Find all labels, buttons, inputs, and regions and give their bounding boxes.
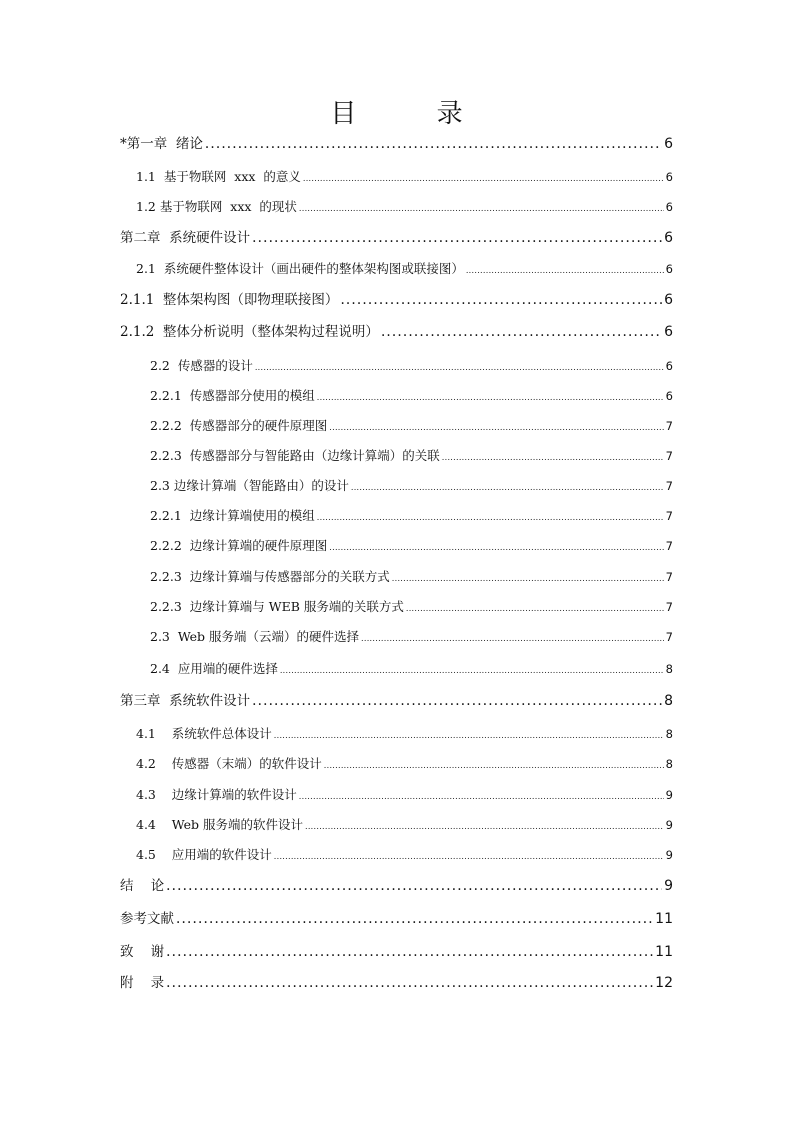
- toc-leader-dots: [351, 483, 664, 492]
- toc-entry-page: 8: [664, 693, 673, 709]
- toc-entry-title: 2.1.1 整体架构图（即物理联接图）: [120, 292, 339, 308]
- toc-entry-page: 12: [655, 975, 673, 991]
- toc-entry-page: 7: [665, 600, 673, 614]
- toc-entry[interactable]: [120, 874, 673, 898]
- toc-entry-title: 4.2 传感器（末端）的软件设计: [136, 756, 322, 771]
- toc-entry[interactable]: [120, 288, 673, 312]
- toc-leader-dots: [442, 453, 664, 462]
- toc-entry[interactable]: [150, 506, 673, 530]
- toc-entry-title: 2.2.3 边缘计算端与传感器部分的关联方式: [150, 569, 390, 584]
- toc-leader-dots: [205, 136, 662, 152]
- toc-leader-dots: [305, 822, 664, 831]
- toc-entry[interactable]: [120, 940, 673, 964]
- toc-entry-page: 6: [664, 324, 673, 340]
- toc-leader-dots: [274, 852, 664, 861]
- toc-entry[interactable]: [136, 724, 673, 748]
- toc-entry-page: 8: [665, 757, 673, 771]
- toc-entry[interactable]: [150, 659, 673, 683]
- toc-leader-dots: [255, 363, 664, 372]
- toc-entry[interactable]: [150, 416, 673, 440]
- toc-entry-page: 6: [664, 230, 673, 246]
- toc-entry-title: 2.3 Web 服务端（云端）的硬件选择: [150, 629, 360, 644]
- toc-entry[interactable]: [150, 627, 673, 651]
- toc-entry-page: 9: [664, 878, 673, 894]
- toc-entry-title: 2.2 传感器的设计: [150, 358, 253, 373]
- toc-entry[interactable]: [120, 907, 673, 931]
- toc-entry-title: 2.2.3 传感器部分与智能路由（边缘计算端）的关联: [150, 448, 440, 463]
- toc-leader-dots: [274, 731, 664, 740]
- toc-leader-dots: [381, 324, 662, 340]
- toc-entry-title: 附 录: [120, 975, 165, 991]
- toc-entry[interactable]: [120, 132, 673, 156]
- toc-entry[interactable]: [136, 845, 673, 869]
- toc-entry[interactable]: [150, 536, 673, 560]
- toc-entry-title: 4.5 应用端的软件设计: [136, 847, 272, 862]
- toc-entry-page: 6: [665, 170, 673, 184]
- toc-entry-page: 9: [665, 818, 673, 832]
- toc-entry-page: 9: [665, 848, 673, 862]
- toc-leader-dots: [324, 761, 664, 770]
- toc-entry-title: 结 论: [120, 878, 165, 894]
- toc-entry-page: 6: [664, 292, 673, 308]
- toc-entry-page: 7: [665, 419, 673, 433]
- toc-leader-dots: [280, 666, 664, 675]
- toc-entry-page: 6: [665, 262, 673, 276]
- toc-entry-page: 6: [665, 389, 673, 403]
- toc-leader-dots: [252, 230, 662, 246]
- toc-leader-dots: [317, 393, 664, 402]
- toc-leader-dots: [252, 693, 662, 709]
- toc-entry-page: 11: [655, 944, 673, 960]
- toc-entry[interactable]: [136, 259, 673, 283]
- toc-leader-dots: [466, 266, 664, 275]
- toc-entry-title: 1.1 基于物联网 xxx 的意义: [136, 169, 301, 184]
- toc-entry-title: 2.4 应用端的硬件选择: [150, 661, 278, 676]
- toc-entry-title: 2.1 系统硬件整体设计（画出硬件的整体架构图或联接图）: [136, 261, 464, 276]
- toc-entry-page: 8: [665, 727, 673, 741]
- toc-entry-title: 第二章 系统硬件设计: [120, 230, 251, 246]
- toc-entry-page: 7: [665, 630, 673, 644]
- toc-entry-title: 4.3 边缘计算端的软件设计: [136, 787, 297, 802]
- toc-title: 目 录: [330, 99, 499, 129]
- toc-entry-title: 2.2.1 边缘计算端使用的模组: [150, 508, 315, 523]
- toc-leader-dots: [166, 975, 653, 991]
- toc-entry-page: 7: [665, 479, 673, 493]
- toc-leader-dots: [406, 604, 664, 613]
- toc-entry-title: 4.4 Web 服务端的软件设计: [136, 817, 303, 832]
- toc-leader-dots: [299, 204, 664, 213]
- toc-leader-dots: [340, 292, 662, 308]
- toc-entry[interactable]: [150, 386, 673, 410]
- toc-entry[interactable]: [136, 197, 673, 221]
- toc-entry[interactable]: [136, 167, 673, 191]
- toc-entry-title: 2.2.3 边缘计算端与 WEB 服务端的关联方式: [150, 599, 404, 614]
- toc-entry-title: 第三章 系统软件设计: [120, 693, 251, 709]
- toc-leader-dots: [329, 423, 663, 432]
- toc-entry-title: 致 谢: [120, 944, 165, 960]
- toc-entry[interactable]: [120, 226, 673, 250]
- toc-entry-page: 7: [665, 539, 673, 553]
- toc-entry-title: *第一章 绪论: [120, 136, 203, 152]
- toc-leader-dots: [329, 543, 663, 552]
- toc-entry[interactable]: [120, 689, 673, 713]
- toc-leader-dots: [303, 174, 664, 183]
- toc-entry[interactable]: [150, 446, 673, 470]
- toc-leader-dots: [317, 513, 664, 522]
- toc-entry[interactable]: [120, 320, 673, 344]
- toc-entry-page: 11: [655, 911, 673, 927]
- toc-entry-title: 2.2.2 边缘计算端的硬件原理图: [150, 538, 328, 553]
- toc-entry[interactable]: [136, 815, 673, 839]
- toc-entry-page: 7: [665, 509, 673, 523]
- toc-leader-dots: [361, 634, 664, 643]
- toc-entry-page: 6: [664, 136, 673, 152]
- toc-entry[interactable]: [136, 754, 673, 778]
- toc-entry[interactable]: [150, 356, 673, 380]
- toc-entry-title: 2.2.1 传感器部分使用的模组: [150, 388, 315, 403]
- toc-entry-page: 9: [665, 788, 673, 802]
- toc-entry-page: 6: [665, 200, 673, 214]
- toc-entry-title: 参考文献: [120, 911, 174, 927]
- toc-leader-dots: [166, 878, 662, 894]
- toc-entry-title: 2.2.2 传感器部分的硬件原理图: [150, 418, 328, 433]
- toc-entry[interactable]: [150, 476, 673, 500]
- toc-entry-page: 7: [665, 570, 673, 584]
- toc-entry-page: 8: [665, 662, 673, 676]
- toc-leader-dots: [176, 911, 653, 927]
- toc-entry[interactable]: [120, 971, 673, 995]
- toc-entry[interactable]: [136, 785, 673, 809]
- toc-entry-title: 2.1.2 整体分析说明（整体架构过程说明）: [120, 324, 379, 340]
- toc-entry-page: 6: [665, 359, 673, 373]
- toc-entry-title: 4.1 系统软件总体设计: [136, 726, 272, 741]
- toc-leader-dots: [299, 792, 664, 801]
- toc-entry-title: 1.2 基于物联网 xxx 的现状: [136, 199, 297, 214]
- toc-entry[interactable]: [150, 567, 673, 591]
- toc-entry-page: 7: [665, 449, 673, 463]
- toc-entry-title: 2.3 边缘计算端（智能路由）的设计: [150, 478, 349, 493]
- toc-entry[interactable]: [150, 597, 673, 621]
- toc-leader-dots: [392, 574, 664, 583]
- toc-leader-dots: [166, 944, 653, 960]
